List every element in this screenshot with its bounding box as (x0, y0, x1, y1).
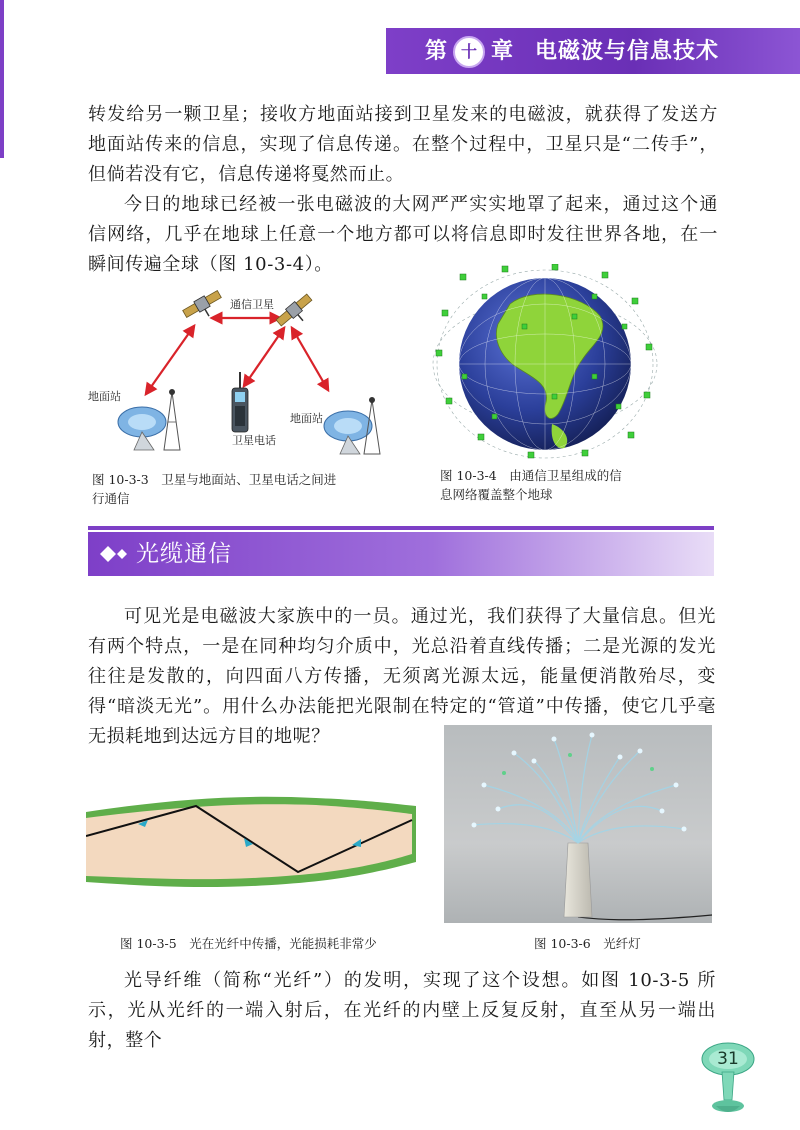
section-header (88, 532, 714, 576)
label-satellite-phone: 卫星电话 (232, 434, 276, 447)
arrow-phone-link (244, 328, 284, 386)
caption-figure-10-3-5: 图 10-3-5 光在光纤中传播，光能损耗非常少 (120, 936, 377, 951)
fiber-lamp-illustration (444, 725, 712, 923)
section-top-rule (88, 526, 714, 530)
caption-figure-10-3-4-line2: 息网络覆盖整个地球 (440, 487, 553, 502)
satellite-right-icon (275, 293, 318, 334)
chapter-header (425, 32, 719, 70)
satellite-communication-diagram (84, 282, 384, 458)
ground-station-right-icon (324, 397, 380, 454)
paragraph-optical-fiber: 光导纤维（简称“光纤”）的发明，实现了这个设想。如图 10-3-5 所示，光从光纤的一端入射后，在光纤的内壁上反复反射，直至从另一端出射，整个 (88, 970, 716, 1051)
label-satellite: 通信卫星 (230, 298, 274, 311)
page-number: 31 (717, 1049, 739, 1069)
caption-figure-10-3-6: 图 10-3-6 光纤灯 (534, 936, 641, 951)
label-station-right: 地面站 (290, 412, 323, 425)
fiber-lamp-photo (444, 725, 712, 923)
ground-station-left-icon (118, 389, 180, 450)
arrow-left-station-link (146, 326, 194, 394)
chapter-suffix: 章 (491, 38, 514, 64)
arrow-right-station-link (292, 328, 328, 390)
caption-figure-10-3-4-line1: 图 10-3-4 由通信卫星组成的信 (440, 468, 622, 483)
globe-satellite-network-image (432, 264, 658, 460)
optical-fiber-reflection-diagram (86, 790, 416, 900)
paragraph-visible-light: 可见光是电磁波大家族中的一员。通过光，我们获得了大量信息。但光有两个特点，一是在同种均匀介质中，光总沿着直线传播；二是光源的发光往往是发散的，向四面八方传播，无须离光源太远，能量便消散殆尽，变得“暗淡无光”。用什么办法能把光限制在特定的“管道”中传播，使它几乎毫无损耗地到达远方目的地呢？ (88, 606, 716, 747)
chapter-prefix: 第 (425, 38, 448, 64)
paragraph-satellite-relay: 转发给另一颗卫星；接收方地面站接到卫星发来的电磁波，就获得了发送方地面站传来的信息，实现了信息传递。在整个过程中，卫星只是“二传手”，但倘若没有它，信息传递将戛然而止。 (88, 104, 718, 185)
caption-figure-10-3-4 (440, 466, 660, 504)
chapter-title: 电磁波与信息技术 (535, 38, 720, 64)
diamond-bullet-icon (100, 542, 136, 566)
caption-figure-10-3-3-line2: 行通信 (92, 491, 130, 506)
left-margin-rule (0, 0, 4, 158)
chapter-number-badge: 十 (453, 36, 485, 68)
section-title: 光缆通信 (136, 541, 232, 567)
caption-figure-10-3-3-line1: 图 10-3-3 卫星与地面站、卫星电话之间进 (92, 472, 337, 487)
satellite-left-icon (182, 289, 227, 326)
paragraph-global-network: 今日的地球已经被一张电磁波的大网严严实实地罩了起来，通过这个通信网络，几乎在地球上任意一个地方都可以将信息即时发往世界各地，在一瞬间传遍全球（图 10-3-4）。 (88, 194, 718, 275)
label-station-left: 地面站 (88, 390, 121, 403)
lamp-base (564, 843, 592, 917)
page-number-badge (700, 1040, 756, 1122)
satellite-phone-icon (232, 372, 248, 432)
caption-figure-10-3-3 (92, 470, 372, 508)
